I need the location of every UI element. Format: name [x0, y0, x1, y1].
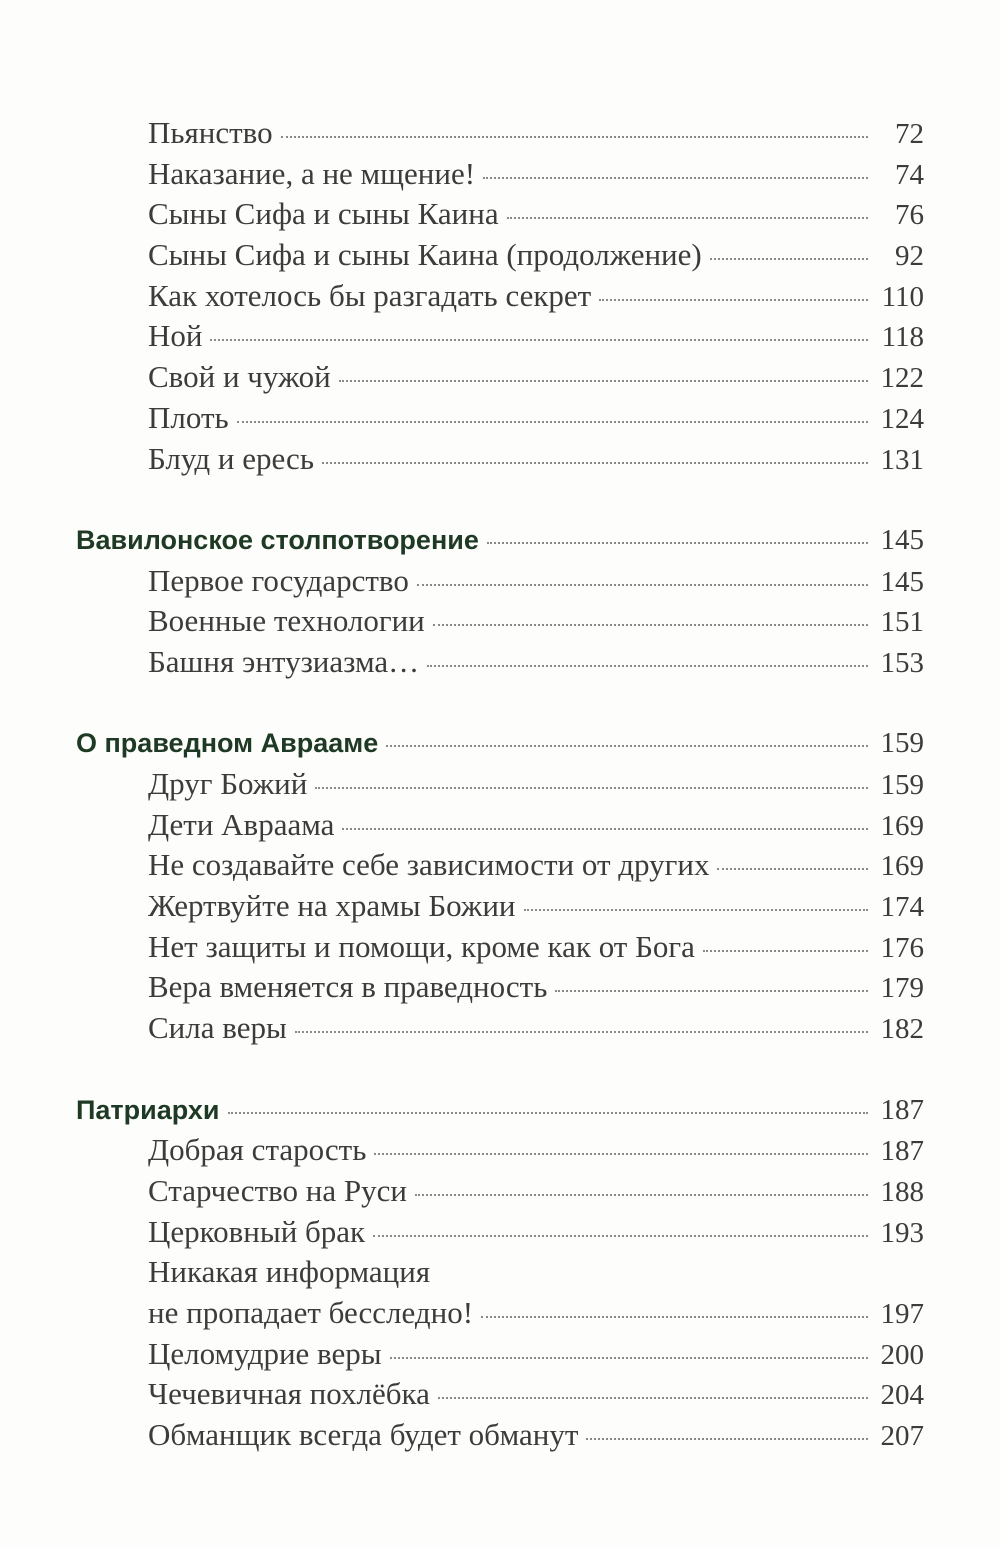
toc-entry-page: 110 [881, 280, 924, 313]
toc-entry-title: Сыны Сифа и сыны Каина [148, 196, 499, 232]
toc-entry-page: 179 [880, 972, 924, 1005]
toc-entry[interactable] [76, 1415, 924, 1456]
dot-leader [417, 584, 868, 586]
toc-entry-title: Жертвуйте на храмы Божии [148, 888, 516, 924]
toc-entry[interactable] [76, 1334, 924, 1375]
toc-entry-page: 182 [880, 1013, 924, 1046]
dot-leader [481, 1316, 868, 1318]
toc-entry-title: Наказание, а не мщение! [148, 155, 476, 191]
toc-entry-page: 187 [880, 1135, 924, 1168]
table-of-contents [76, 113, 924, 1456]
dot-leader [703, 950, 868, 952]
toc-entry-title: Церковный брак [148, 1213, 366, 1249]
section-spacer [76, 479, 924, 520]
toc-entry[interactable] [76, 1293, 924, 1334]
dot-leader [717, 868, 868, 870]
dot-leader [374, 1153, 868, 1155]
toc-entry[interactable] [76, 316, 924, 357]
dot-leader [386, 745, 868, 747]
toc-entry-title: Плоть [148, 399, 229, 435]
toc-entry-page: 207 [880, 1420, 924, 1452]
toc-entry-title: Никакая информация [148, 1254, 431, 1290]
toc-entry[interactable] [76, 276, 924, 317]
dot-leader [433, 624, 868, 626]
dot-leader [373, 1235, 868, 1237]
dot-leader [342, 828, 868, 830]
toc-entry-first-line[interactable] [76, 1252, 924, 1293]
toc-entry-title: Сыны Сифа и сыны Каина (продолжение) [148, 237, 702, 273]
toc-entry-page: 169 [880, 809, 924, 842]
toc-section-page: 145 [880, 523, 924, 556]
toc-entry-title: Не создавайте себе зависимости от других [148, 847, 710, 883]
toc-entry-title: Нет защиты и помощи, кроме как от Бога [148, 928, 695, 964]
toc-entry[interactable] [76, 927, 924, 968]
toc-entry-page: 193 [880, 1216, 924, 1249]
toc-entry-title: Ной [148, 318, 203, 354]
toc-entry-title: Блуд и ересь [148, 440, 314, 476]
toc-entry[interactable] [76, 886, 924, 927]
toc-entry-title: Первое государство [148, 562, 409, 598]
toc-entry[interactable] [76, 805, 924, 846]
toc-entry[interactable] [76, 764, 924, 805]
dot-leader [237, 421, 868, 423]
toc-entry[interactable] [76, 1008, 924, 1049]
toc-entry-title: Друг Божий [148, 766, 308, 801]
toc-entry-page: 174 [880, 891, 924, 924]
dot-leader [487, 542, 868, 544]
toc-entry[interactable] [76, 601, 924, 642]
toc-section-heading[interactable] [76, 1090, 924, 1131]
dot-leader [507, 217, 868, 219]
dot-leader [339, 380, 868, 382]
dot-leader [555, 990, 868, 992]
dot-leader [438, 1397, 868, 1399]
toc-entry-title: Старчество на Руси [148, 1172, 407, 1208]
dot-leader [415, 1194, 868, 1196]
toc-section-heading[interactable] [76, 520, 924, 561]
toc-section-title: Патриархи [76, 1094, 220, 1125]
toc-entry-page: 122 [880, 362, 924, 395]
toc-entry[interactable] [76, 845, 924, 886]
toc-section-page: 159 [880, 727, 924, 760]
toc-section-heading[interactable] [76, 723, 924, 764]
toc-entry-page: 200 [880, 1338, 924, 1371]
toc-entry-title: Чечевичная похлёбка [148, 1376, 430, 1412]
toc-entry-title: Вера вменяется в праведность [148, 969, 548, 1005]
toc-entry[interactable] [76, 642, 924, 683]
toc-section-title: О праведном Аврааме [76, 728, 379, 759]
toc-entry[interactable] [76, 1374, 924, 1415]
toc-entry-page: 159 [880, 769, 924, 801]
toc-entry[interactable] [76, 1212, 924, 1253]
toc-entry[interactable] [76, 398, 924, 439]
dot-leader [390, 1357, 868, 1359]
dot-leader [228, 1112, 868, 1114]
toc-entry-page: 176 [880, 931, 924, 964]
toc-entry-page: 74 [895, 158, 924, 191]
toc-entry-title: Свой и чужой [148, 359, 331, 395]
toc-entry-page: 151 [880, 606, 924, 639]
toc-entry[interactable] [76, 967, 924, 1008]
dot-leader [210, 339, 868, 341]
toc-entry[interactable] [76, 113, 924, 154]
toc-entry-title: Целомудрие веры [148, 1335, 382, 1371]
dot-leader [483, 177, 868, 179]
dot-leader [599, 299, 868, 301]
toc-entry-page: 145 [880, 565, 924, 598]
toc-entry[interactable] [76, 561, 924, 602]
toc-section-page: 187 [880, 1093, 924, 1126]
dot-leader [710, 258, 868, 260]
dot-leader [315, 787, 868, 789]
toc-entry-page: 204 [880, 1379, 924, 1412]
toc-entry[interactable] [76, 154, 924, 195]
section-spacer [76, 1049, 924, 1090]
dot-leader [524, 909, 868, 911]
toc-entry-title: Сила веры [148, 1010, 287, 1046]
toc-entry-page: 124 [880, 402, 924, 435]
dot-leader [427, 665, 868, 667]
toc-entry-page: 153 [880, 646, 924, 679]
toc-entry[interactable] [76, 357, 924, 398]
toc-entry[interactable] [76, 439, 924, 480]
toc-entry-title: Как хотелось бы разгадать секрет [148, 277, 592, 313]
toc-entry-title: Обманщик всегда будет обманут [148, 1417, 579, 1452]
dot-leader [586, 1438, 868, 1440]
toc-entry-title: не пропадает бесследно! [148, 1294, 474, 1330]
toc-entry-title: Дети Авраама [148, 806, 335, 842]
toc-entry[interactable] [76, 194, 924, 235]
toc-entry-page: 188 [880, 1175, 924, 1208]
toc-entry[interactable] [76, 1171, 924, 1212]
toc-entry-page: 72 [895, 118, 924, 150]
dot-leader [295, 1031, 868, 1033]
toc-entry-title: Пьянство [148, 115, 273, 150]
toc-entry[interactable] [76, 235, 924, 276]
toc-entry-title: Военные технологии [148, 603, 425, 639]
toc-entry-page: 197 [880, 1297, 924, 1330]
toc-entry-page: 76 [895, 199, 924, 232]
dot-leader [322, 462, 868, 464]
section-spacer [76, 683, 924, 724]
toc-entry-page: 92 [895, 240, 924, 273]
toc-entry-page: 118 [881, 321, 924, 354]
toc-entry[interactable] [76, 1130, 924, 1171]
toc-section-title: Вавилонское столпотворение [76, 524, 479, 555]
toc-entry-title: Башня энтузиазма… [148, 643, 420, 679]
toc-entry-page: 169 [880, 850, 924, 883]
toc-entry-title: Добрая старость [148, 1132, 367, 1168]
dot-leader [281, 136, 868, 138]
toc-entry-page: 131 [880, 443, 924, 476]
